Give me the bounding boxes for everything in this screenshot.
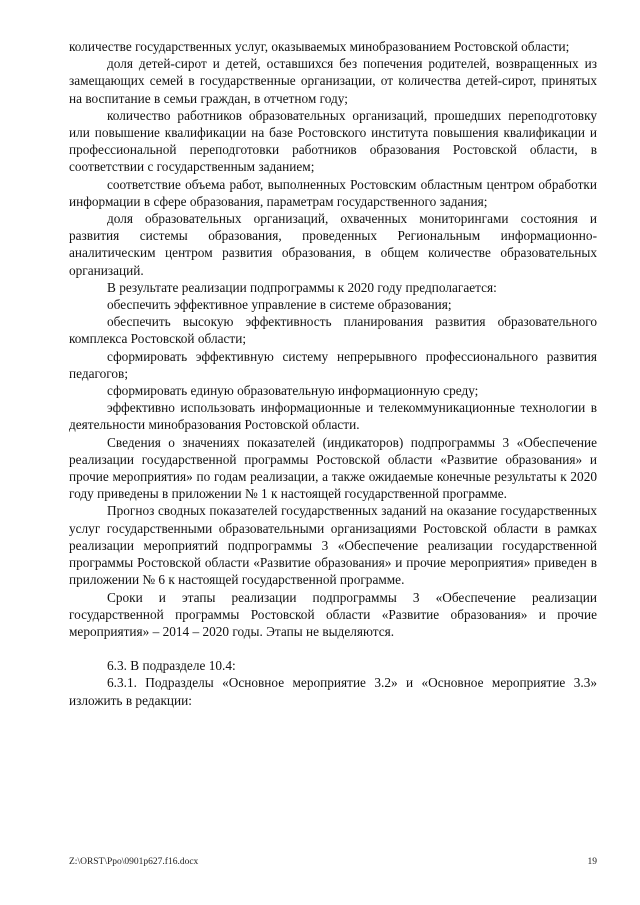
paragraph-expected-results-intro: В результате реализации подпрограммы к 2020 году предполагается: [107, 279, 497, 295]
document-body [69, 38, 597, 709]
paragraph-teacher-development: сформировать эффективную систему непрерывного профессионального развития педагогов; [69, 348, 597, 381]
paragraph-section-6-3-1: 6.3.1. Подразделы «Основное мероприятие 3.2» и «Основное мероприятие 3.3» изложить в редакции: [69, 675, 597, 708]
paragraph-staff-training: количество работников образовательных организаций, прошедших переподготовку или повышение квалификации на базе Ростовского института повышения квалификации и профессиональной переподготовки работников образования Ростовской области, в соответствии с государственным заданием; [69, 107, 597, 175]
paragraph-services-count: количестве государственных услуг, оказываемых минобразованием Ростовской области; [69, 39, 570, 54]
paragraph-state-tasks-forecast: Прогноз сводных показателей государственных заданий на оказание государственных услуг государственными образовательными организациями Ростовской области в рамках реализации мероприятий подпрограммы 3 «Обеспечение реализации государственной программы Ростовской области «Развитие образования» и прочие мероприятия» приведен в приложении № 6 к настоящей государственной программе. [69, 503, 597, 588]
paragraph-information-environment: сформировать единую образовательную информационную среду; [107, 383, 479, 399]
paragraph-terms-stages: Сроки и этапы реализации подпрограммы 3 «Обеспечение реализации государственной программы Ростовской области «Развитие образования» и прочие мероприятия» – 2014 – 2020 годы. Этапы не выделяются. [69, 589, 597, 639]
paragraph-work-volume: соответствие объема работ, выполненных Ростовским областным центром обработки информации в сфере образования, параметрам государственного задания; [69, 176, 597, 209]
paragraph-ict-usage: эффективно использовать информационные и телекоммуникационные технологии в деятельности минобразования Ростовской области. [69, 400, 597, 433]
paragraph-gap [69, 640, 597, 657]
footer-file-path: Z:\ORST\Ppo\0901p627.f16.docx [69, 857, 199, 867]
footer-page-number: 19 [587, 857, 597, 867]
paragraph-monitoring-share: доля образовательных организаций, охваченных мониторингами состояния и развития системы образования, проведенных Региональным информационно-аналитическим центром развития образования, в общем количестве образовательных организаций. [69, 211, 597, 278]
paragraph-orphans-share: доля детей-сирот и детей, оставшихся без попечения родителей, возвращенных из замещающих семей в государственные организации, от количества детей-сирот, принятых на воспитание в семьи граждан, в отчетном году; [69, 56, 597, 106]
paragraph-planning-efficiency: обеспечить высокую эффективность планирования развития образовательного комплекса Ростовской области; [69, 314, 597, 347]
paragraph-section-6-3: 6.3. В подразделе 10.4: [107, 658, 236, 674]
paragraph-indicators-info: Сведения о значениях показателей (индикаторов) подпрограммы 3 «Обеспечение реализации государственной программы Ростовской области «Развитие образования» и прочие мероприятия» по годам реализации, а также ожидаемые конечные результаты к 2020 году приведены в приложении № 1 к настоящей государственной программе. [69, 434, 597, 502]
paragraph-effective-management: обеспечить эффективное управление в системе образования; [107, 297, 452, 313]
